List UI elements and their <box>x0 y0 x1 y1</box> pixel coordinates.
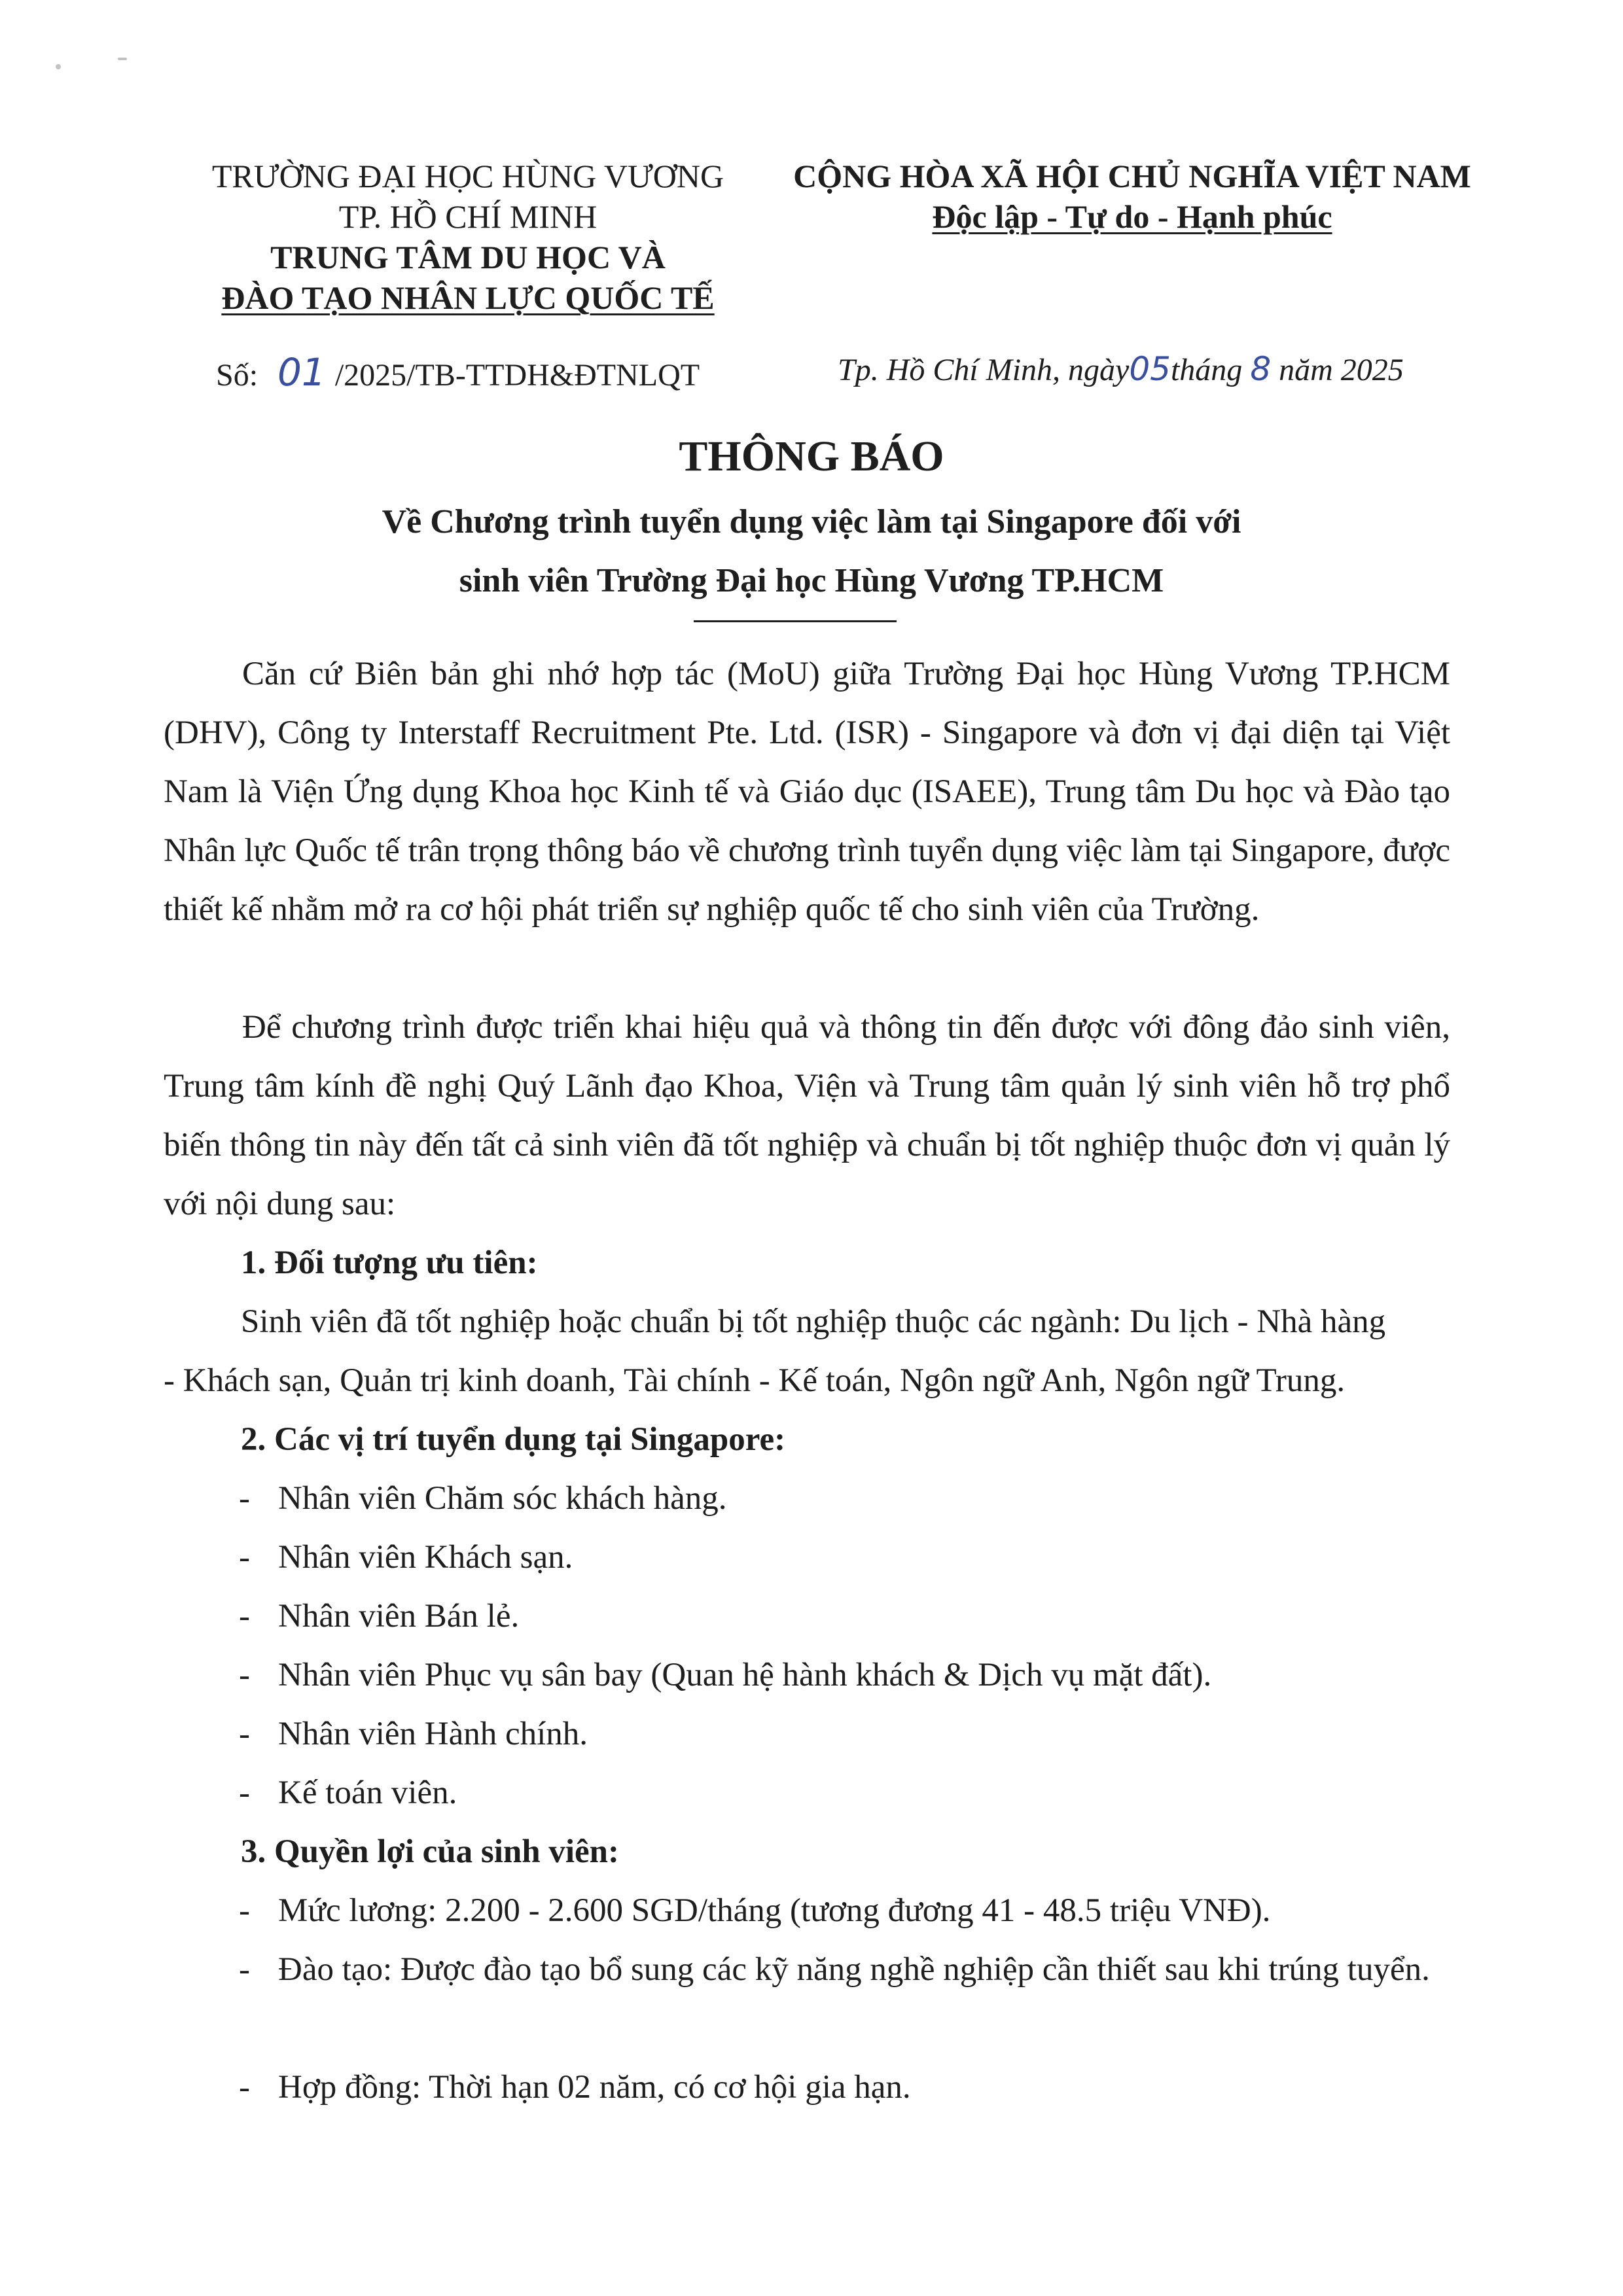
position-item: Nhân viên Bán lẻ. <box>278 1598 520 1634</box>
date-year-label: năm 2025 <box>1279 353 1404 387</box>
list-bullet: - <box>239 1598 250 1634</box>
section-1-heading: 1. Đối tượng ưu tiên: <box>241 1245 538 1281</box>
benefit-item-contract: Hợp đồng: Thời hạn 02 năm, có cơ hội gia hạn. <box>278 2069 911 2106</box>
national-title: CỘNG HÒA XÃ HỘI CHỦ NGHĨA VIỆT NAM <box>793 158 1471 194</box>
national-motto-block <box>772 156 1492 237</box>
position-item: Nhân viên Khách sạn. <box>278 1539 573 1576</box>
position-item: Nhân viên Chăm sóc khách hàng. <box>278 1480 727 1517</box>
issuer-block <box>190 156 746 318</box>
document-subtitle-line2: sinh viên Trường Đại học Hùng Vương TP.HCM <box>459 562 1164 599</box>
reference-suffix: /2025/TB-TTDH&ĐTNLQT <box>334 358 700 393</box>
reference-prefix: Số: <box>216 358 259 393</box>
position-item: Kế toán viên. <box>278 1775 457 1811</box>
position-item: Nhân viên Phục vụ sân bay (Quan hệ hành khách & Dịch vụ mặt đất). <box>278 1657 1212 1693</box>
reference-handwritten-number: 01 <box>277 350 326 395</box>
national-motto: Độc lập - Tự do - Hạnh phúc <box>932 198 1332 235</box>
reference-number <box>216 350 700 395</box>
issuer-university: TRƯỜNG ĐẠI HỌC HÙNG VƯƠNG <box>211 158 724 194</box>
issue-date <box>838 350 1404 388</box>
document-subtitle-line1: Về Chương trình tuyển dụng việc làm tại Singapore đối với <box>382 503 1241 540</box>
list-bullet: - <box>239 1775 250 1811</box>
list-bullet: - <box>239 1892 250 1929</box>
date-place: Tp. Hồ Chí Minh, ngày <box>838 353 1130 387</box>
date-handwritten-day: 05 <box>1129 350 1171 388</box>
date-handwritten-month: 8 <box>1250 350 1272 388</box>
section-1-text-line1: Sinh viên đã tốt nghiệp hoặc chuẩn bị tốt nghiệp thuộc các ngành: Du lịch - Nhà hàng <box>241 1303 1386 1340</box>
list-bullet: - <box>239 1657 250 1693</box>
scan-artifact <box>56 64 61 69</box>
list-bullet: - <box>239 1716 250 1752</box>
scan-artifact <box>118 58 127 60</box>
position-item: Nhân viên Hành chính. <box>278 1716 588 1752</box>
section-3-heading: 3. Quyền lợi của sinh viên: <box>241 1833 620 1870</box>
list-bullet: - <box>239 2069 250 2106</box>
document-title: THÔNG BÁO <box>679 433 944 480</box>
title-divider <box>694 620 897 622</box>
issuer-center-line2: ĐÀO TẠO NHÂN LỰC QUỐC TẾ <box>221 279 715 316</box>
section-2-heading: 2. Các vị trí tuyển dụng tại Singapore: <box>241 1421 786 1458</box>
date-month-label: tháng <box>1170 353 1243 387</box>
section-1-text-line2: - Khách sạn, Quản trị kinh doanh, Tài chính - Kế toán, Ngôn ngữ Anh, Ngôn ngữ Trung. <box>164 1362 1346 1399</box>
body-paragraph-1: Căn cứ Biên bản ghi nhớ hợp tác (MoU) giữa Trường Đại học Hùng Vương TP.HCM (DHV), Công ty Interstaff Recruitment Pte. Ltd. (ISR) - Singapore và đơn vị đại diện tại Việt Nam là Viện Ứng dụng Khoa học Kinh tế và Giáo dục (ISAEE), Trung tâm Du học và Đào tạo Nhân lực Quốc tế trân trọng thông báo về chương trình tuyển dụng việc làm tại Singapore, được thiết kế nhằm mở ra cơ hội phát triển sự nghiệp quốc tế cho sinh viên của Trường. <box>164 656 1450 928</box>
list-bullet: - <box>239 1539 250 1576</box>
benefit-item-training: Đào tạo: Được đào tạo bổ sung các kỹ năng nghề nghiệp cần thiết sau khi trúng tuyển. <box>278 1951 1430 1988</box>
list-bullet: - <box>239 1951 250 1988</box>
issuer-center-line1: TRUNG TÂM DU HỌC VÀ <box>270 239 666 275</box>
body-paragraph-2: Để chương trình được triển khai hiệu quả và thông tin đến được với đông đảo sinh viên, Trung tâm kính đề nghị Quý Lãnh đạo Khoa, Viện và Trung tâm quản lý sinh viên hỗ trợ phổ biến thông tin này đến tất cả sinh viên đã tốt nghiệp và chuẩn bị tốt nghiệp thuộc đơn vị quản lý với nội dung sau: <box>164 1009 1450 1222</box>
issuer-city: TP. HỒ CHÍ MINH <box>338 198 597 235</box>
benefit-item-salary: Mức lương: 2.200 - 2.600 SGD/tháng (tương đương 41 - 48.5 triệu VNĐ). <box>278 1892 1271 1929</box>
list-bullet: - <box>239 1480 250 1517</box>
